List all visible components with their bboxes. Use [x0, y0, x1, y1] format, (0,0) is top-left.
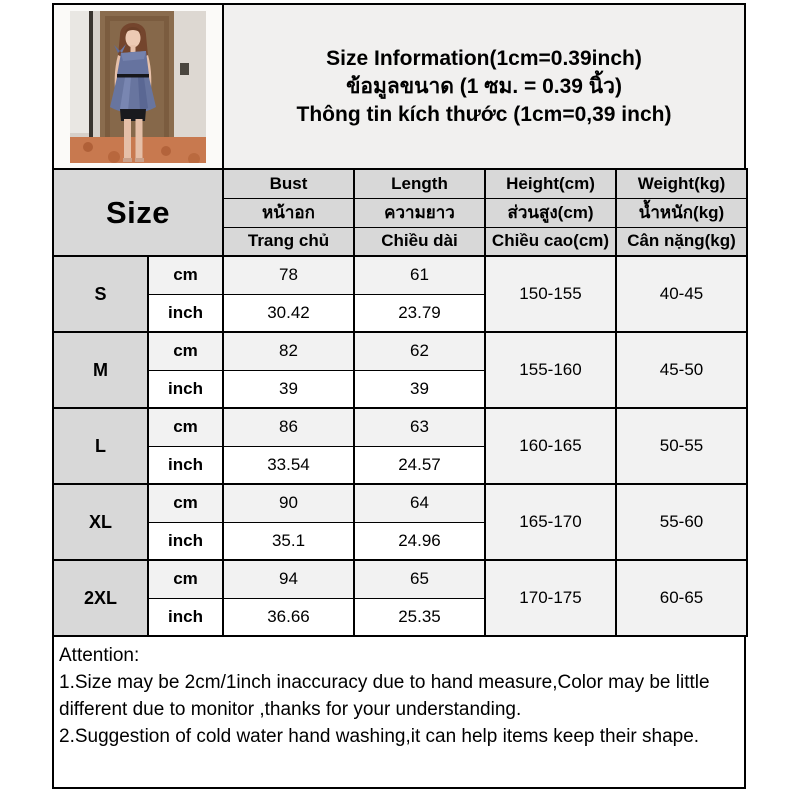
table-row: [53, 256, 747, 294]
length-inch-value: 25.35: [354, 598, 485, 636]
size-label-2xl: 2XL: [53, 560, 148, 636]
title-cell: [224, 5, 744, 168]
header-box: [52, 3, 746, 170]
length-cm-value: 61: [354, 256, 485, 294]
weight-range: 45-50: [616, 332, 747, 408]
header-height-vi: Chiều cao(cm): [485, 227, 616, 256]
header-bust-vi: Trang chủ: [223, 227, 354, 256]
table-row: [53, 332, 747, 370]
size-corner-label: Size: [53, 169, 223, 256]
header-height-th: ส่วนสูง(cm): [485, 198, 616, 227]
unit-inch-label: inch: [148, 522, 223, 560]
unit-cm-label: cm: [148, 408, 223, 446]
table-row: [53, 560, 747, 598]
header-bust-th: หน้าอก: [223, 198, 354, 227]
bust-cm-value: 78: [223, 256, 354, 294]
unit-inch-label: inch: [148, 294, 223, 332]
height-range: 170-175: [485, 560, 616, 636]
attention-note-2: 2.Suggestion of cold water hand washing,it can help items keep their shape.: [59, 726, 700, 747]
weight-range: 60-65: [616, 560, 747, 636]
attention-title: Attention:: [59, 645, 140, 666]
header-weight-en: Weight(kg): [616, 169, 747, 198]
height-range: 165-170: [485, 484, 616, 560]
header-length-en: Length: [354, 169, 485, 198]
bust-inch-value: 36.66: [223, 598, 354, 636]
title-vietnamese: Thông tin kích thước (1cm=0,39 inch): [296, 102, 672, 126]
size-label-s: S: [53, 256, 148, 332]
header-weight-th: น้ำหนัก(kg): [616, 198, 747, 227]
unit-cm-label: cm: [148, 560, 223, 598]
photo-cell: [54, 5, 224, 168]
size-label-xl: XL: [53, 484, 148, 560]
length-cm-value: 63: [354, 408, 485, 446]
weight-range: 55-60: [616, 484, 747, 560]
product-photo: [70, 11, 206, 163]
attention-note-1: 1.Size may be 2cm/1inch inaccuracy due to hand measure,Color may be little different due to monitor ,thanks for your understanding.: [59, 672, 710, 720]
bust-cm-value: 82: [223, 332, 354, 370]
unit-inch-label: inch: [148, 598, 223, 636]
bust-cm-value: 86: [223, 408, 354, 446]
size-info-sheet: [52, 3, 746, 789]
bust-inch-value: 35.1: [223, 522, 354, 560]
unit-inch-label: inch: [148, 446, 223, 484]
bust-inch-value: 30.42: [223, 294, 354, 332]
bust-cm-value: 94: [223, 560, 354, 598]
length-inch-value: 24.96: [354, 522, 485, 560]
photo-mirror: [70, 11, 90, 133]
table-row: [53, 408, 747, 446]
height-range: 150-155: [485, 256, 616, 332]
size-table: [52, 168, 748, 637]
length-inch-value: 39: [354, 370, 485, 408]
length-cm-value: 65: [354, 560, 485, 598]
header-bust-en: Bust: [223, 169, 354, 198]
header-length-vi: Chiều dài: [354, 227, 485, 256]
unit-inch-label: inch: [148, 370, 223, 408]
length-inch-value: 23.79: [354, 294, 485, 332]
height-range: 155-160: [485, 332, 616, 408]
size-label-l: L: [53, 408, 148, 484]
header-height-en: Height(cm): [485, 169, 616, 198]
size-label-m: M: [53, 332, 148, 408]
header-weight-vi: Cân nặng(kg): [616, 227, 747, 256]
height-range: 160-165: [485, 408, 616, 484]
unit-cm-label: cm: [148, 332, 223, 370]
weight-range: 40-45: [616, 256, 747, 332]
bust-inch-value: 39: [223, 370, 354, 408]
attention-box: [52, 635, 746, 789]
bust-cm-value: 90: [223, 484, 354, 522]
title-english: Size Information(1cm=0.39inch): [326, 46, 642, 70]
bust-inch-value: 33.54: [223, 446, 354, 484]
title-thai: ข้อมูลขนาด (1 ซม. = 0.39 นิ้ว): [346, 74, 622, 98]
length-inch-value: 24.57: [354, 446, 485, 484]
length-cm-value: 64: [354, 484, 485, 522]
header-length-th: ความยาว: [354, 198, 485, 227]
weight-range: 50-55: [616, 408, 747, 484]
unit-cm-label: cm: [148, 484, 223, 522]
unit-cm-label: cm: [148, 256, 223, 294]
length-cm-value: 62: [354, 332, 485, 370]
table-row: [53, 484, 747, 522]
